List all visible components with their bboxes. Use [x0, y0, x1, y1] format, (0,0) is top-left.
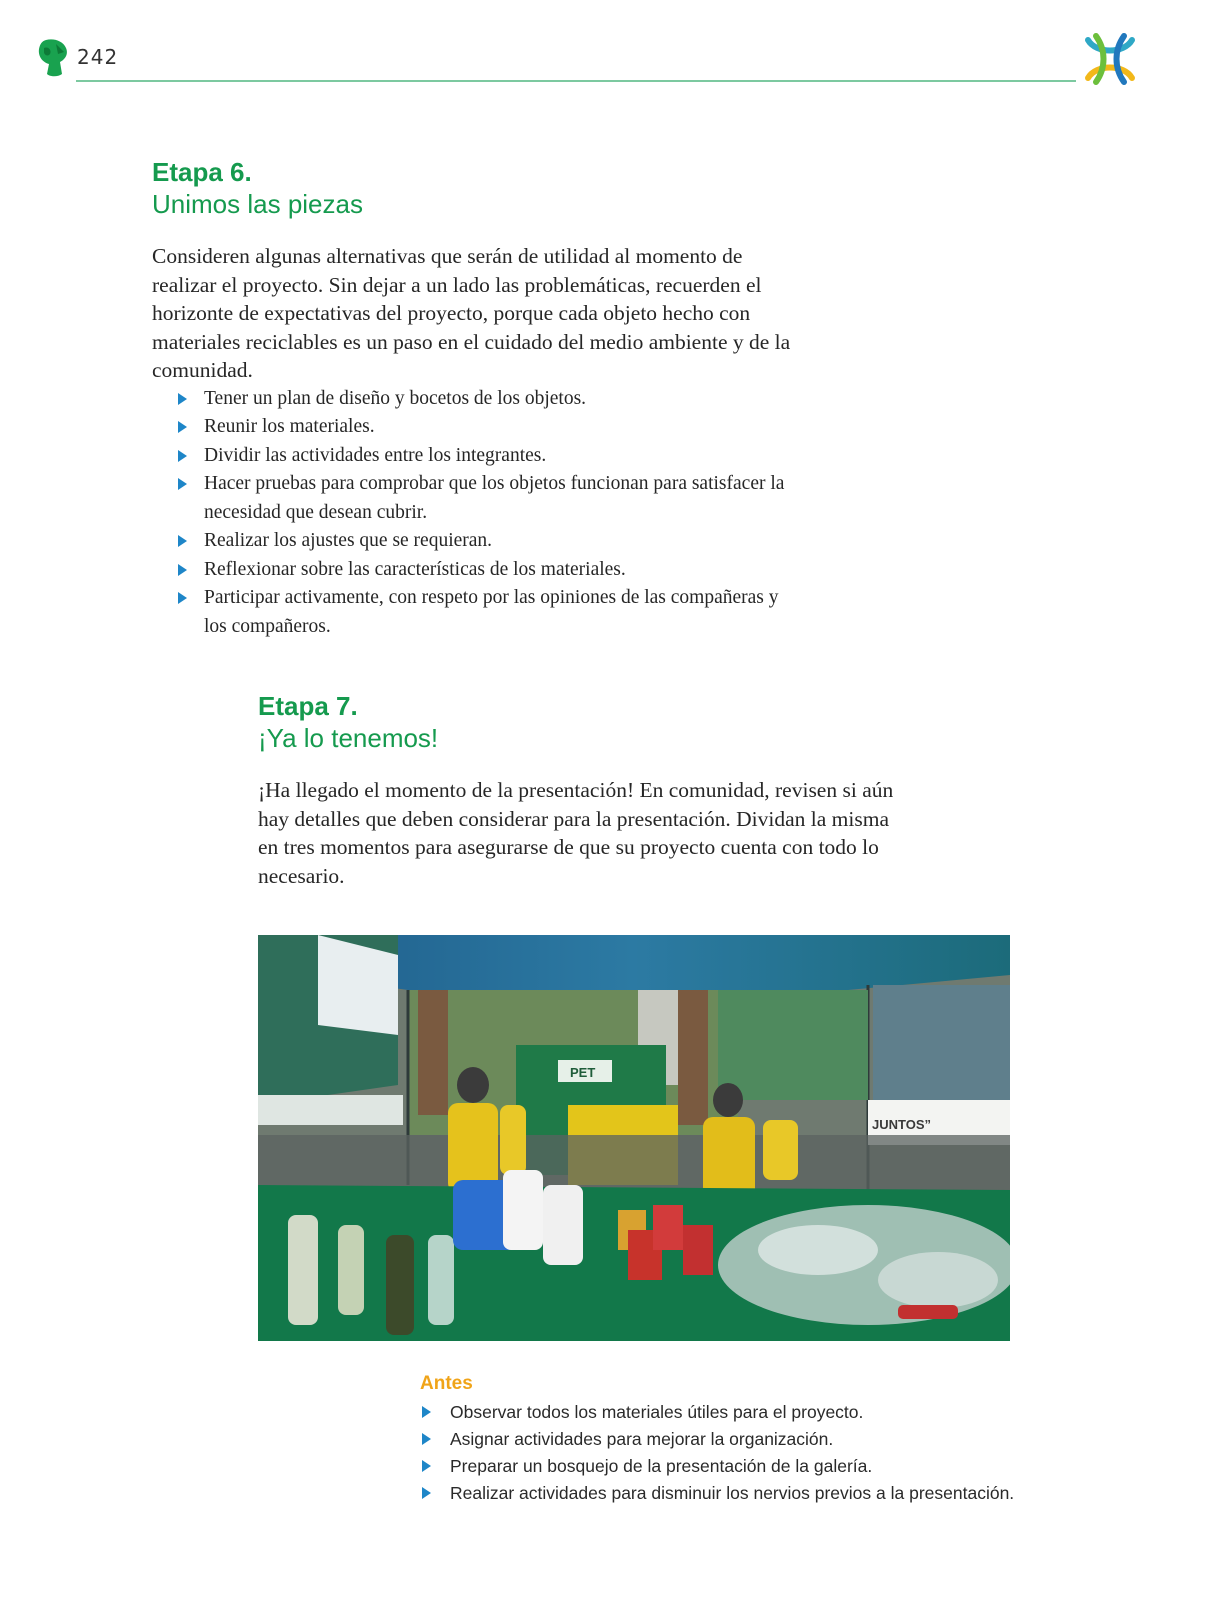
list-item-text: Realizar los ajustes que se requieran.: [204, 530, 493, 551]
list-item: [450, 1453, 1120, 1480]
header-divider: [76, 80, 1076, 82]
list-item-text: Hacer pruebas para comprobar que los objetos funcionan para satisfacer la necesidad que desean cubrir.: [204, 473, 785, 523]
antes-list: [420, 1399, 1120, 1507]
bullet-triangle-icon: [422, 1487, 431, 1499]
stage-6-section: [152, 156, 792, 641]
stage-6-number: Etapa 6.: [152, 157, 252, 187]
stage-6-list: [152, 385, 792, 642]
bullet-triangle-icon: [178, 592, 187, 604]
bullet-triangle-icon: [178, 564, 187, 576]
list-item: [204, 442, 792, 471]
bullet-triangle-icon: [178, 450, 187, 462]
bullet-triangle-icon: [422, 1406, 431, 1418]
recycling-exhibit-photo: [258, 935, 1010, 1341]
stage-7-title: ¡Ya lo tenemos!: [258, 723, 439, 753]
list-item: [204, 413, 792, 442]
list-item-text: Realizar actividades para disminuir los nervios previos a la presentación.: [450, 1483, 1015, 1503]
list-item-text: Preparar un bosquejo de la presentación de la galería.: [450, 1456, 873, 1476]
page-number: 242: [77, 45, 119, 69]
list-item-text: Observar todos los materiales útiles para el proyecto.: [450, 1402, 864, 1422]
banner-text: JUNTOS”: [872, 1117, 931, 1132]
stage-7-section: [258, 690, 898, 890]
bullet-triangle-icon: [178, 393, 187, 405]
antes-section: [420, 1372, 1120, 1507]
list-item-text: Tener un plan de diseño y bocetos de los objetos.: [204, 387, 587, 409]
list-item: [450, 1480, 1120, 1507]
stage-6-intro: Consideren algunas alternativas que serán de utilidad al momento de realizar el proyecto. Sin dejar a un lado las problemáticas, recuerden el horizonte de expectativas del proyecto, porque cada objeto hecho con materiales reciclables es un paso en el cuidado del medio ambiente y de la comunidad.: [152, 244, 791, 382]
bullet-triangle-icon: [422, 1460, 431, 1472]
stage-7-intro: ¡Ha llegado el momento de la presentación! En comunidad, revisen si aún hay detalles que deben considerar para la presentación. Dividan la misma en tres momentos para asegurarse de que su proyecto cuenta con todo lo necesario.: [258, 778, 894, 888]
bullet-triangle-icon: [178, 535, 187, 547]
list-item: [204, 527, 792, 556]
stage-6-title: Unimos las piezas: [152, 189, 363, 219]
list-item: [204, 584, 792, 641]
list-item: [204, 556, 792, 585]
list-item-text: Reunir los materiales.: [204, 416, 375, 437]
green-figure-logo-icon: [36, 38, 70, 78]
antes-title: Antes: [420, 1373, 473, 1394]
list-item-text: Dividir las actividades entre los integrantes.: [204, 444, 547, 466]
list-item-text: Asignar actividades para mejorar la organización.: [450, 1429, 834, 1449]
list-item: [450, 1426, 1120, 1453]
pet-sign: PET: [570, 1065, 596, 1080]
list-item: [204, 470, 792, 527]
bullet-triangle-icon: [422, 1433, 431, 1445]
bullet-triangle-icon: [178, 421, 187, 433]
list-item: [204, 385, 792, 414]
list-item-text: Participar activamente, con respeto por las opiniones de las compañeras y los compañeros.: [204, 587, 779, 637]
stage-7-number: Etapa 7.: [258, 691, 358, 721]
list-item: [450, 1399, 1120, 1426]
list-item-text: Reflexionar sobre las características de los materiales.: [204, 558, 626, 580]
bullet-triangle-icon: [178, 478, 187, 490]
colored-knot-logo-icon: [1082, 32, 1138, 86]
